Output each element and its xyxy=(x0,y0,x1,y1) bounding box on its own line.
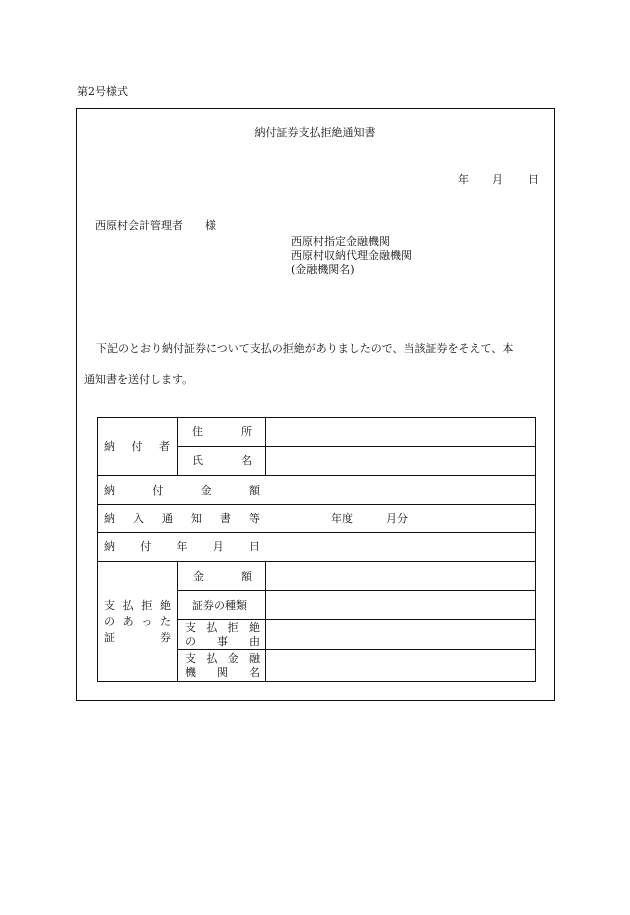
table-border-bottom xyxy=(97,681,536,682)
amount-label xyxy=(193,571,252,582)
rejection-reason-label-1-char: 払 xyxy=(206,621,218,634)
paying-institution-label-2-char: 関 xyxy=(217,666,228,679)
sender-line-2: 西原村収納代理金融機関 xyxy=(291,249,412,262)
col-rule-2-top xyxy=(265,417,266,475)
rejection-reason-label-2-char: 由 xyxy=(249,635,260,648)
date-month-label: 月 xyxy=(492,173,503,186)
rejection-reason-label-2 xyxy=(185,636,260,647)
rejected-securities-label-1-char: 絶 xyxy=(159,599,171,612)
payment-date-label-char: 付 xyxy=(140,540,152,553)
rejected-securities-label-1-char: 払 xyxy=(122,599,134,612)
payment-date-label-char: 年 xyxy=(176,540,188,553)
date-year-label: 年 xyxy=(458,173,469,186)
rejected-securities-label-1-char: 支 xyxy=(104,599,115,612)
rejection-reason-label-1-char: 絶 xyxy=(248,621,260,634)
table-border-left xyxy=(97,417,98,681)
payer-label xyxy=(104,441,170,452)
notice-label-char: 等 xyxy=(249,512,260,525)
payment-amount-label-char: 納 xyxy=(104,484,115,497)
rejected-securities-label-2-char: の xyxy=(104,615,115,628)
sender-line-1: 西原村指定金融機関 xyxy=(291,235,390,248)
address-label xyxy=(192,426,252,437)
securities-type-label: 証券の種類 xyxy=(192,599,247,612)
paying-institution-label-2-char: 名 xyxy=(249,666,260,679)
rejected-securities-label-3-char: 券 xyxy=(160,631,171,644)
date-day-label: 日 xyxy=(528,173,539,186)
rejection-reason-label-2-char: 事 xyxy=(217,635,228,648)
sender-line-3: (金融機関名) xyxy=(291,263,355,276)
rejected-securities-label-1-char: 拒 xyxy=(141,599,153,612)
notice-label-char: 通 xyxy=(162,512,173,525)
notice-label-char: 知 xyxy=(191,512,202,525)
rejected-securities-label-3-char: 証 xyxy=(104,631,115,644)
payment-date-label xyxy=(104,541,260,552)
notice-label-char: 入 xyxy=(133,512,144,525)
payment-amount-label-char: 付 xyxy=(152,484,164,497)
table-border-right xyxy=(535,417,536,681)
payment-amount-label-char: 金 xyxy=(200,484,212,497)
paying-institution-label-1-char: 金 xyxy=(227,652,239,665)
paying-institution-label-2-char: 機 xyxy=(185,666,196,679)
recipient: 西原村会計管理者 様 xyxy=(95,219,216,232)
address-label-char: 所 xyxy=(241,425,252,438)
payment-date-label-char: 納 xyxy=(104,540,115,553)
rejection-reason-label-2-char: の xyxy=(185,635,196,648)
col-rule-1-bottom xyxy=(177,561,178,681)
notice-label-char: 書 xyxy=(220,512,231,525)
payment-amount-label-char: 額 xyxy=(248,484,260,497)
payer-label-char: 納 xyxy=(104,440,115,453)
row-rule-payer xyxy=(177,446,535,447)
paying-institution-label-1-char: 払 xyxy=(206,652,218,665)
notice-label xyxy=(104,513,260,524)
row-rule-4 xyxy=(97,561,535,562)
rejection-reason-label-1-char: 拒 xyxy=(227,621,239,634)
rejected-securities-label-2-char: っ xyxy=(141,615,153,628)
paying-institution-label-2 xyxy=(185,667,260,678)
row-rule-type xyxy=(177,619,535,620)
name-label xyxy=(192,455,252,466)
notice-value: 年度 月分 xyxy=(331,512,408,525)
paying-institution-label-1-char: 支 xyxy=(185,652,196,665)
rejection-reason-label-1 xyxy=(185,622,260,633)
table-border-top xyxy=(97,417,536,418)
name-label-char: 名 xyxy=(241,454,252,467)
rejected-securities-label-2-char: た xyxy=(159,615,171,628)
rejected-securities-label-2-char: あ xyxy=(122,615,134,628)
paying-institution-label-1-char: 融 xyxy=(248,652,260,665)
payer-label-char: 付 xyxy=(131,440,143,453)
body-text-line-2: 通知書を送付します。 xyxy=(84,373,194,386)
rejected-securities-label-3 xyxy=(104,632,171,643)
body-text-line-1: 下記のとおり納付証券について支払の拒絶がありましたので、当該証券をそえて、本 xyxy=(96,342,514,355)
document-title: 納付証券支払拒絶通知書 xyxy=(254,126,376,139)
row-rule-1 xyxy=(97,475,535,476)
payment-amount-label xyxy=(104,485,260,496)
paying-institution-label-1 xyxy=(185,653,260,664)
row-rule-2 xyxy=(97,504,535,505)
form-number: 第2号様式 xyxy=(77,85,128,98)
payment-date-label-char: 月 xyxy=(212,540,224,553)
rejected-securities-label-1 xyxy=(104,600,171,611)
rejected-securities-label-2 xyxy=(104,616,171,627)
notice-label-char: 納 xyxy=(104,512,115,525)
payment-date-label-char: 日 xyxy=(249,540,260,553)
row-rule-reason xyxy=(177,649,535,650)
col-rule-1-top xyxy=(177,417,178,475)
amount-label-char: 金 xyxy=(193,570,204,583)
payer-label-char: 者 xyxy=(159,440,170,453)
col-rule-2-bottom xyxy=(265,561,266,681)
rejection-reason-label-1-char: 支 xyxy=(185,621,196,634)
name-label-char: 氏 xyxy=(192,454,203,467)
row-rule-amount xyxy=(177,590,535,591)
form-frame xyxy=(76,108,555,701)
row-rule-3 xyxy=(97,532,535,533)
amount-label-char: 額 xyxy=(241,570,252,583)
address-label-char: 住 xyxy=(192,425,203,438)
